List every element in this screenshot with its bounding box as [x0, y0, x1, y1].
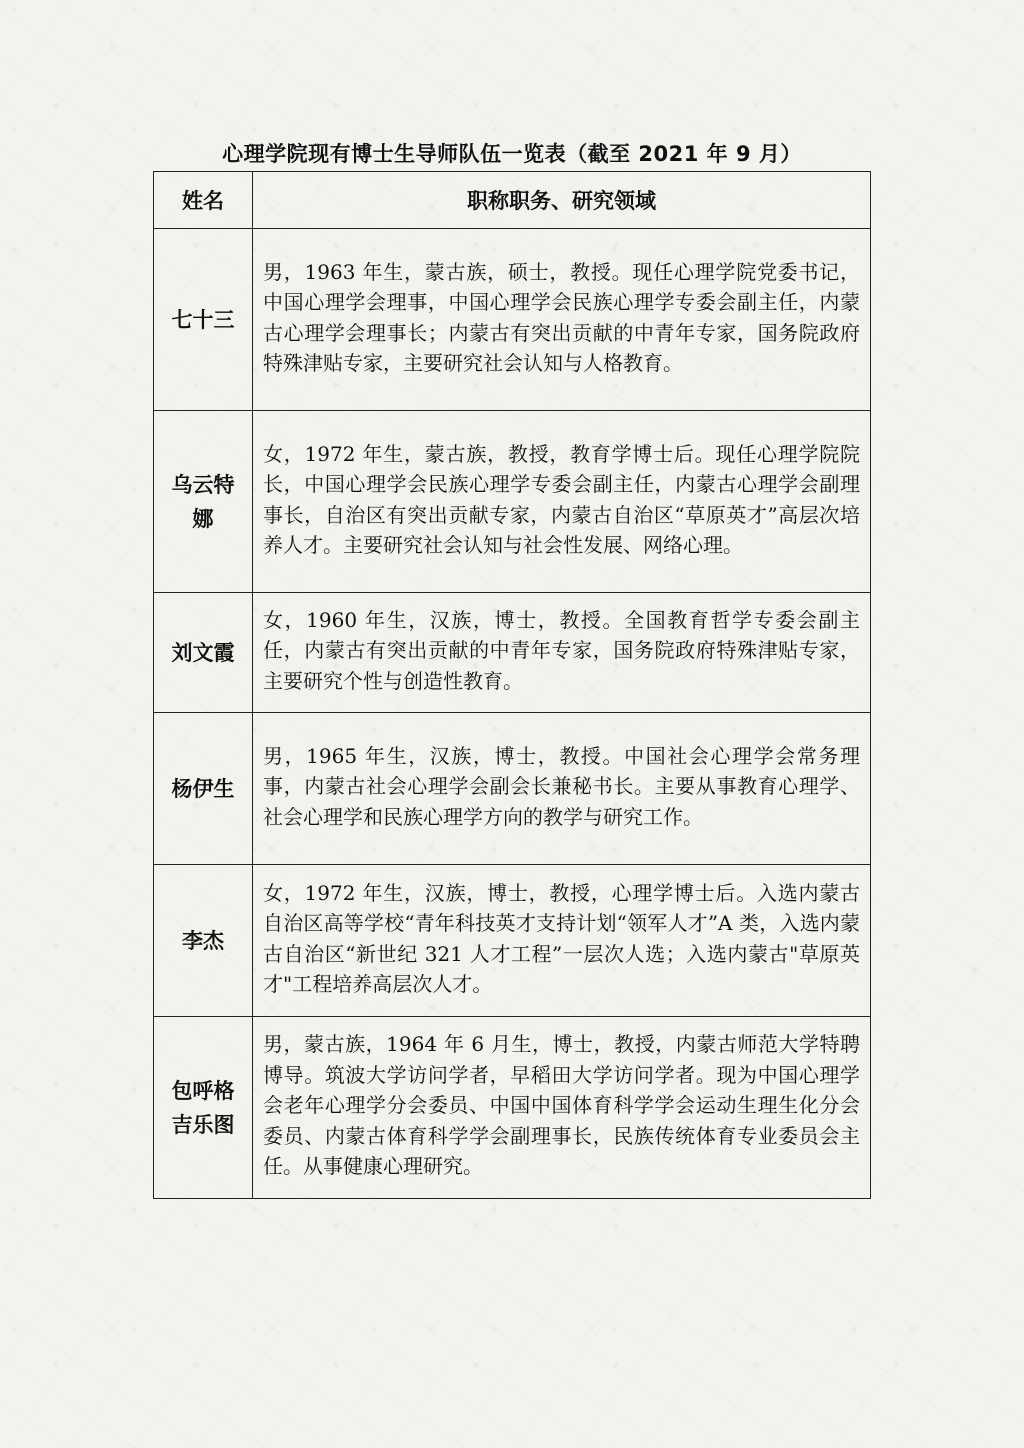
- faculty-description: 女，1972 年生，蒙古族，教授，教育学博士后。现任心理学院院长，中国心理学会民族心理学专委会副主任，内蒙古心理学会副理事长，自治区有突出贡献专家，内蒙古自治区“草原英才”高层次培养人才。主要研究社会认知与社会性发展、网络心理。: [253, 411, 871, 593]
- faculty-description: 男，1963 年生，蒙古族，硕士，教授。现任心理学院党委书记，中国心理学会理事，中国心理学会民族心理学专委会副主任，内蒙古心理学会理事长；内蒙古有突出贡献的中青年专家，国务院政府特殊津贴专家，主要研究社会认知与人格教育。: [253, 229, 871, 411]
- faculty-name: 杨伊生: [154, 713, 253, 865]
- table-row: [154, 713, 871, 865]
- faculty-name: 李杰: [154, 865, 253, 1017]
- table-row: [154, 593, 871, 713]
- faculty-name: 包呼格吉乐图: [154, 1017, 253, 1199]
- table-row: [154, 1017, 871, 1199]
- faculty-description: 男，1965 年生，汉族，博士，教授。中国社会心理学会常务理事，内蒙古社会心理学会副会长兼秘书长。主要从事教育心理学、社会心理学和民族心理学方向的教学与研究工作。: [253, 713, 871, 865]
- column-header-desc: 职称职务、研究领域: [253, 172, 871, 229]
- faculty-description: 女，1960 年生，汉族，博士，教授。全国教育哲学专委会副主任，内蒙古有突出贡献的中青年专家，国务院政府特殊津贴专家，主要研究个性与创造性教育。: [253, 593, 871, 713]
- table-row: [154, 229, 871, 411]
- table-header-row: [154, 172, 871, 229]
- faculty-name: 七十三: [154, 229, 253, 411]
- faculty-description: 男，蒙古族，1964 年 6 月生，博士，教授，内蒙古师范大学特聘博导。筑波大学访问学者，早稻田大学访问学者。现为中国心理学会老年心理学分会委员、中国中国体育科学学会运动生理生化分会委员、内蒙古体育科学学会副理事长，民族传统体育专业委员会主任。从事健康心理研究。: [253, 1017, 871, 1199]
- faculty-table: [153, 171, 871, 1199]
- table-row: [154, 411, 871, 593]
- table-row: [154, 865, 871, 1017]
- document-title: 心理学院现有博士生导师队伍一览表（截至 2021 年 9 月）: [222, 142, 802, 166]
- column-header-name: 姓名: [154, 172, 253, 229]
- faculty-description: 女，1972 年生，汉族，博士，教授，心理学博士后。入选内蒙古自治区高等学校“青年科技英才支持计划“领军人才”A 类，入选内蒙古自治区“新世纪 321 人才工程”一层次人选；入选内蒙古"草原英才"工程培养高层次人才。: [253, 865, 871, 1017]
- faculty-name: 乌云特娜: [154, 411, 253, 593]
- faculty-name: 刘文霞: [154, 593, 253, 713]
